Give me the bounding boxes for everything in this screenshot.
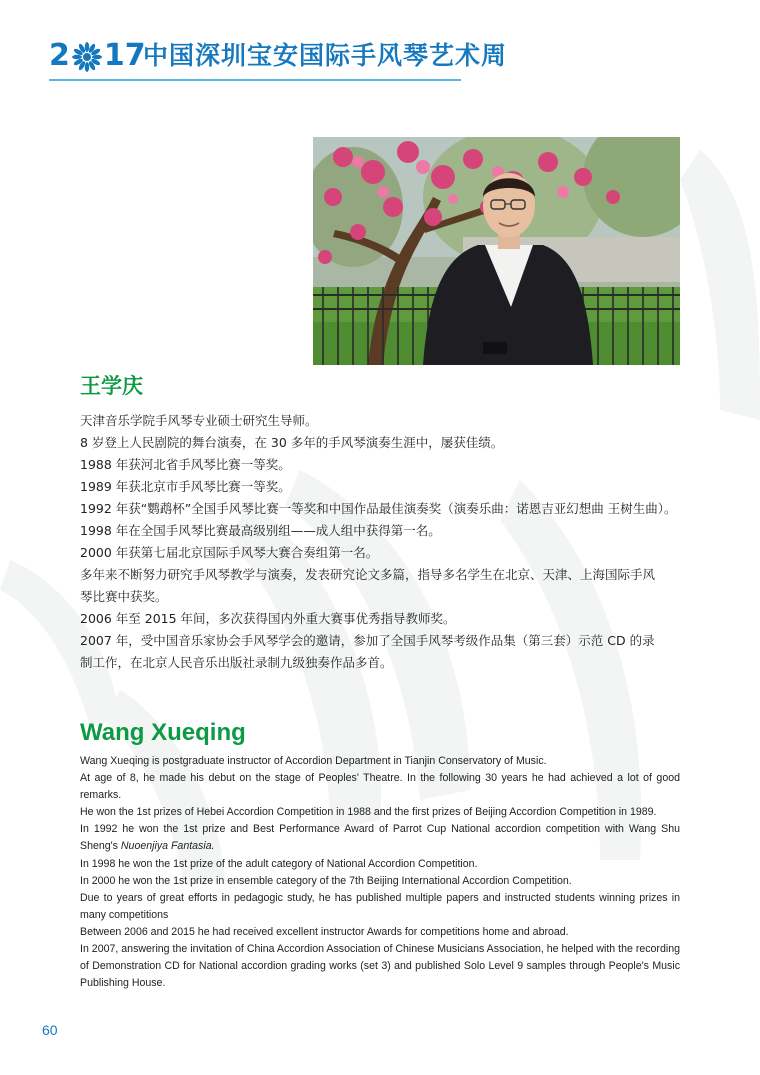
bio-en-paragraph: Due to years of great efforts in pedagogic study, he has published multiple papers and instructed students winning prizes in many competitions (80, 891, 680, 921)
bio-en-paragraph: At age of 8, he made his debut on the stage of Peoples' Theatre. In the following 30 years he had achieved a lot of good remarks. (80, 772, 680, 802)
bio-cn-line: 2006 年至 2015 年间，多次获得国内外重大赛事优秀指导教师奖。 (80, 611, 456, 626)
bio-en-paragraph: He won the 1st prizes of Hebei Accordion Competition in 1988 and the first prizes of Beijing Accordion Competition in 1989. (80, 806, 657, 819)
bio-cn-line: 1988 年获河北省手风琴比赛一等奖。 (80, 457, 291, 472)
flower-logo-icon (71, 40, 103, 72)
bio-cn-line: 制工作，在北京人民音乐出版社录制九级独奏作品多首。 (80, 655, 393, 670)
event-year (49, 38, 146, 74)
page-number: 60 (42, 1022, 58, 1038)
bio-cn-line: 琴比赛中获奖。 (80, 589, 168, 604)
bio-en-paragraph: Wang Xueqing is postgraduate instructor of Accordion Department in Tianjin Conservatory of Music. (80, 755, 547, 767)
bio-en-paragraph: In 2000 he won the 1st prize in ensemble category of the 7th Beijing International Accordion Competition. (80, 874, 572, 887)
header-divider (49, 79, 461, 81)
bio-cn-line: 1992 年获“鹦鹉杯”全国手风琴比赛一等奖和中国作品最佳演奏奖（演奏乐曲：诺恩吉亚幻想曲 王树生曲）。 (80, 501, 677, 516)
bio-cn-line: 1998 年在全国手风琴比赛最高级别组——成人组中获得第一名。 (80, 523, 441, 538)
portrait-photo (313, 137, 680, 365)
bio-cn-line: 1989 年获北京市手风琴比赛一等奖。 (80, 479, 291, 494)
bio-cn-line: 多年来不断努力研究手风琴教学与演奏，发表研究论文多篇，指导多名学生在北京、天津、上海国际手风 (80, 567, 656, 582)
bio-cn-line: 2007 年，受中国音乐家协会手风琴学会的邀请，参加了全国手风琴考级作品集（第三套）示范 CD 的录 (80, 633, 655, 648)
year-digits-seventeen: 17 (103, 38, 146, 73)
bio-cn-line: 2000 年获第七届北京国际手风琴大赛合奏组第一名。 (80, 545, 379, 560)
biography-chinese (80, 410, 685, 674)
bio-en-text: In 1992 he won the 1st prize and Best Performance Award of Parrot Cup National accordion competition with Wang Shu Sheng's (80, 823, 680, 853)
person-name-english: Wang Xueqing (80, 719, 246, 746)
page-header (49, 38, 508, 82)
biography-english (80, 753, 680, 992)
year-digit-two: 2 (49, 38, 70, 73)
event-title: 中国深圳宝安国际手风琴艺术周 (143, 41, 508, 70)
bio-en-paragraph (80, 821, 680, 855)
person-name-chinese: 王学庆 (80, 374, 143, 398)
bio-en-paragraph: Between 2006 and 2015 he had received excellent instructor Awards for competitions home and abroad. (80, 925, 569, 938)
bio-en-paragraph: In 1998 he won the 1st prize of the adult category of National Accordion Competition. (80, 857, 478, 870)
bio-cn-line: 8 岁登上人民剧院的舞台演奏，在 30 多年的手风琴演奏生涯中，屡获佳绩。 (80, 435, 504, 450)
portrait-photo-icon (313, 137, 680, 365)
bio-en-paragraph: In 2007, answering the invitation of China Accordion Association of Chinese Musicians Association, he helped with the recording of Demonstration CD for National accordion grading works (set 3) and published Solo Level 9 samples through People's Music Publishing House. (80, 943, 680, 990)
bio-cn-line: 天津音乐学院手风琴专业硕士研究生导师。 (80, 413, 318, 428)
piece-title: Nuoenjiya Fantasia. (120, 840, 215, 853)
